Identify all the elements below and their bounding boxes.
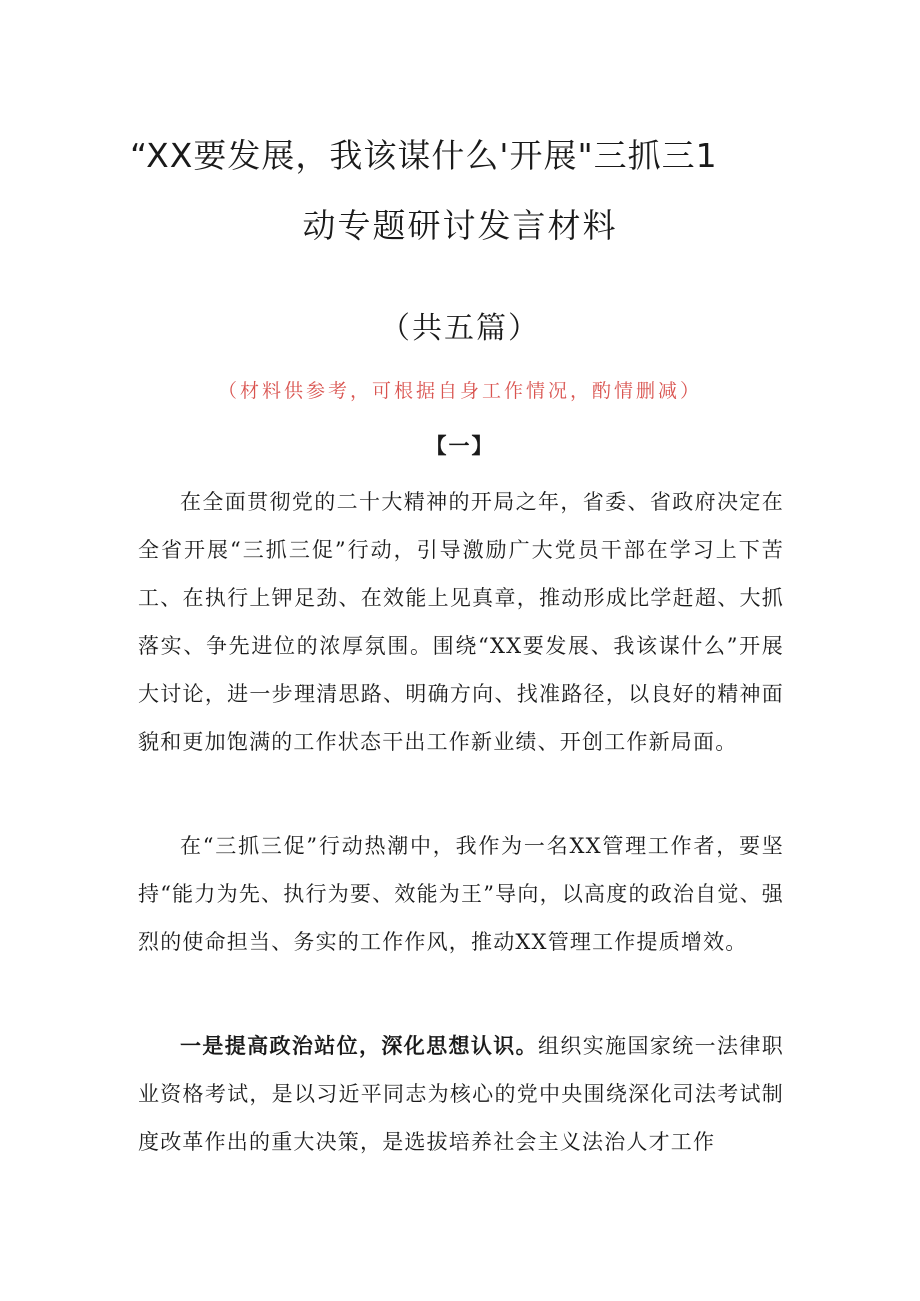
paragraph-3-lead: 一是提高政治站位，深化思想认识。	[180, 1034, 539, 1058]
paragraph-2: 在“三抓三促”行动热潮中，我作为一名XX管理工作者，要坚持“能力为先、执行为要、效能为王”导向，以高度的政治自觉、强烈的使命担当、务实的工作作风，推动XX管理工作提质增效。	[138, 834, 784, 954]
paragraph-3	[138, 1022, 784, 1166]
document-title-line-2: 动专题研讨发言材料	[302, 206, 618, 245]
document-title-line-1: “XX要发展，我该谋什么'开展"三抓三1	[130, 136, 718, 175]
section-marker: 【一】	[425, 434, 495, 458]
document-count-subtitle: （共五篇）	[380, 311, 540, 346]
reference-note: （材料供参考，可根据自身工作情况，酌情删减）	[217, 380, 702, 402]
paragraph-3-text: 组织实施国家统一法律职业资格考试，是以习近平同志为核心的党中央围绕深化司法考试制度改革作出的重大决策，是选拔培养社会主义法治人才工作	[138, 1034, 784, 1154]
paragraph-1: 在全面贯彻党的二十大精神的开局之年，省委、省政府决定在全省开展“三抓三促”行动，引导激励广大党员干部在学习上下苦工、在执行上钾足劲、在效能上见真章，推动形成比学赶超、大抓落实、争先进位的浓厚氛围。围绕“XX要发展、我该谋什么”开展大讨论，进一步理清思路、明确方向、找准路径，以良好的精神面貌和更加饱满的工作状态干出工作新业绩、开创工作新局面。	[138, 490, 784, 754]
